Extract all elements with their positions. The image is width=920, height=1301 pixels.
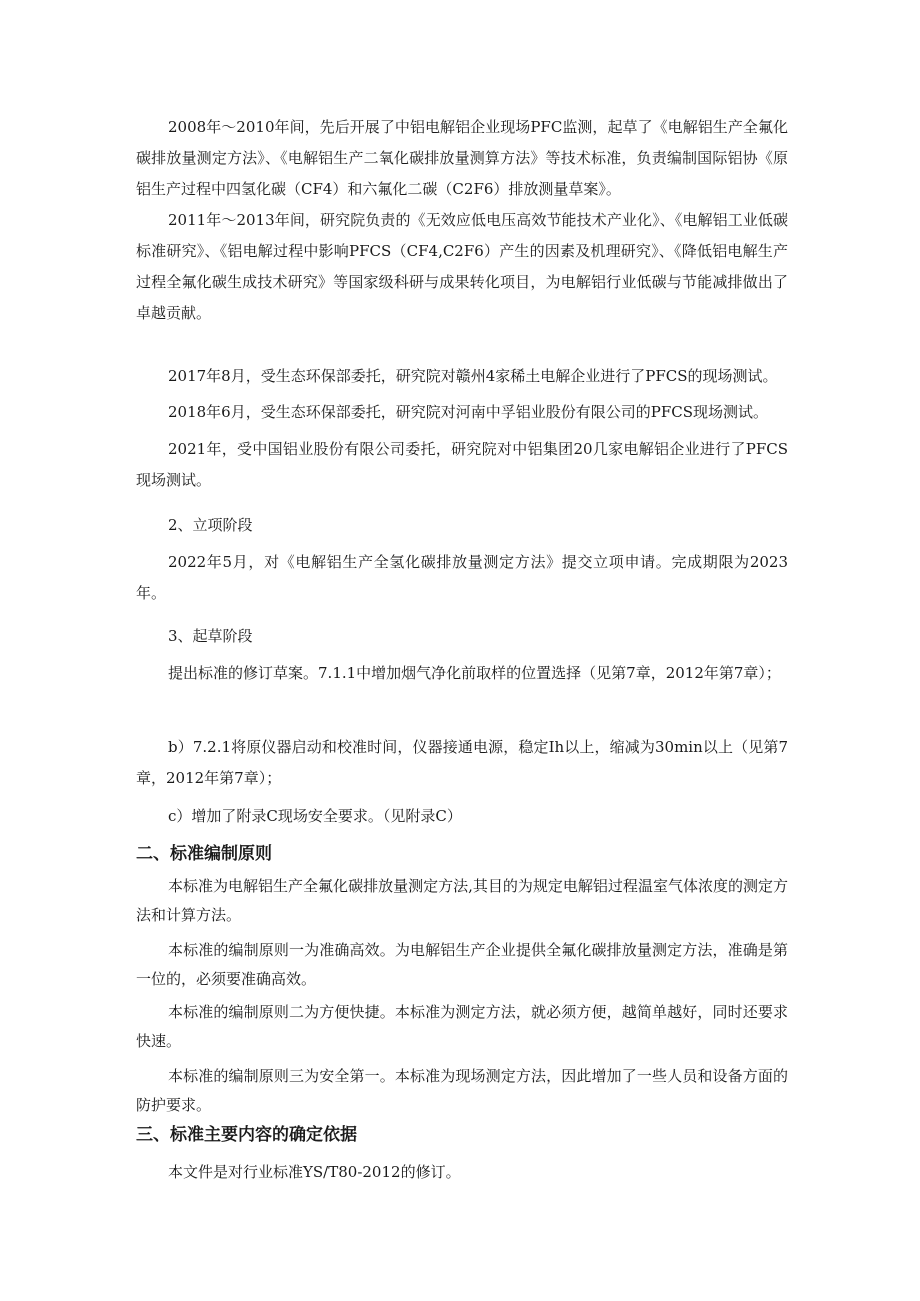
paragraph-principle-purpose: 本标准为电解铝生产全氟化碳排放量测定方法,其目的为规定电解铝过程温室气体浓度的测定方法和计算方法。 [136, 877, 788, 924]
paragraph-revision-note: 本文件是对行业标准YS/T80-2012的修订。 [168, 1163, 461, 1181]
section-heading-basis: 三、标准主要内容的确定依据 [136, 1125, 357, 1145]
paragraph-item-b: b）7.2.1将原仪器启动和校准时间，仪器接通电源，稳定Ih以上，缩减为30min以上（见第7章，2012年第7章）； [136, 738, 788, 787]
subheading-project-stage: 2、立项阶段 [168, 516, 253, 534]
subheading-drafting-stage: 3、起草阶段 [168, 627, 253, 645]
paragraph-revision-draft: 提出标准的修订草案。7.1.1中增加烟气净化前取样的位置选择（见第7章，2012年第7章）； [168, 664, 781, 682]
paragraph-research-projects: 2011年～2013年间，研究院负责的《无效应低电压高效节能技术产业化》、《电解铝工业低碳标准研究》、《铝电解过程中影响PFCS（CF4,C2F6）产生的因素及机理研究》、《降低铝电解生产过程全氟化碳生成技术研究》等国家级科研与成果转化项目，为电解铝行业低碳与节能减排做出了卓越贡献。 [136, 211, 788, 322]
paragraph-item-c: c）增加了附录C现场安全要求。（见附录C） [168, 807, 462, 825]
paragraph-2018-test: 2018年6月，受生态环保部委托，研究院对河南中孚铝业股份有限公司的PFCS现场测试。 [168, 403, 768, 421]
section-heading-principles: 二、标准编制原则 [136, 844, 272, 864]
paragraph-principle-one: 本标准的编制原则一为准确高效。为电解铝生产企业提供全氟化碳排放量测定方法，准确是第一位的，必须要准确高效。 [136, 941, 788, 988]
paragraph-2017-test: 2017年8月，受生态环保部委托，研究院对赣州4家稀土电解企业进行了PFCS的现场测试。 [168, 367, 778, 385]
paragraph-2021-test: 2021年，受中国铝业股份有限公司委托，研究院对中铝集团20几家电解铝企业进行了PFCS现场测试。 [136, 440, 788, 489]
paragraph-principle-two: 本标准的编制原则二为方便快捷。本标准为测定方法，就必须方便，越简单越好，同时还要求快速。 [136, 1003, 788, 1050]
paragraph-pfc-monitoring: 2008年～2010年间，先后开展了中铝电解铝企业现场PFC监测，起草了《电解铝生产全氟化碳排放量测定方法》、《电解铝生产二氧化碳排放量测算方法》等技术标准，负责编制国际铝协《原铝生产过程中四氢化碳（CF4）和六氟化二碳（C2F6）排放测量草案》。 [136, 118, 788, 198]
paragraph-project-application: 2022年5月，对《电解铝生产全氢化碳排放量测定方法》提交立项申请。完成期限为2023年。 [136, 553, 788, 602]
paragraph-principle-three: 本标准的编制原则三为安全第一。本标准为现场测定方法，因此增加了一些人员和设备方面的防护要求。 [136, 1067, 788, 1114]
